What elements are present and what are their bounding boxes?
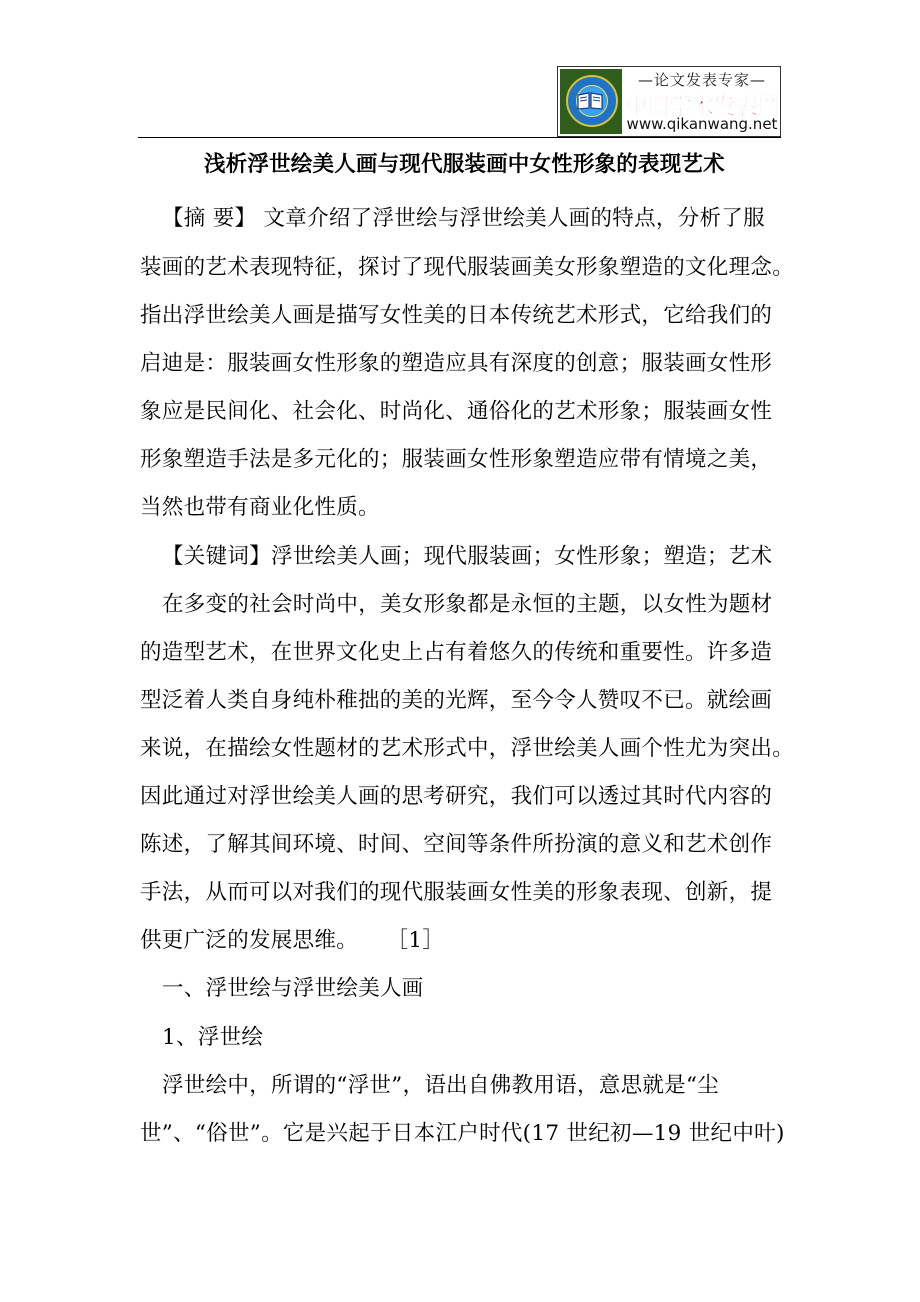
body-line: 浮世绘中，所谓的“浮世”，语出自佛教用语，意思就是“尘 [162, 1073, 720, 1098]
book-icon [577, 92, 603, 110]
body-line: 因此通过对浮世绘美人画的思考研究，我们可以透过其时代内容的 [140, 784, 773, 809]
site-logo [557, 66, 781, 137]
abstract-line: 装画的艺术表现特征，探讨了现代服装画美女形象塑造的文化理念。 [140, 255, 795, 280]
body-line: 世”、“俗世”。它是兴起于日本江户时代(17 世纪初—19 世纪中叶) [140, 1121, 785, 1146]
abstract-line: 象应是民间化、社会化、时尚化、通俗化的艺术形象；服装画女性 [140, 399, 773, 424]
body-line: 型泛着人类自身纯朴稚拙的美的光辉，至今令人赞叹不已。就绘画 [140, 688, 773, 713]
logo-url: www.qikanwang.net [626, 115, 778, 133]
abstract-line: 形象塑造手法是多元化的；服装画女性形象塑造应带有情境之美， [140, 447, 773, 472]
header-divider [138, 137, 781, 138]
logo-slogan: —论文发表专家— [637, 71, 766, 89]
body-line: 陈述，了解其间环境、时间、空间等条件所扮演的意义和艺术创作 [140, 832, 773, 857]
body-line: 来说，在描绘女性题材的艺术形式中，浮世绘美人画个性尤为突出。 [140, 736, 795, 761]
abstract-line: 启迪是：服装画女性形象的塑造应具有深度的创意；服装画女性形 [140, 351, 773, 376]
section-heading: 一、浮世绘与浮世绘美人画 [162, 976, 424, 1001]
abstract-line: 当然也带有商业化性质。 [140, 495, 380, 520]
seal-emblem [560, 69, 622, 134]
abstract-line: 【摘 要】 文章介绍了浮世绘与浮世绘美人画的特点，分析了服 [162, 206, 765, 231]
abstract-line: 指出浮世绘美人画是描写女性美的日本传统艺术形式，它给我们的 [140, 303, 773, 328]
body-line: 手法，从而可以对我们的现代服装画女性美的形象表现、创新，提 [140, 880, 773, 905]
subsection-heading: 1、浮世绘 [162, 1025, 264, 1050]
keywords: 【关键词】浮世绘美人画；现代服装画；女性形象；塑造；艺术 [162, 544, 773, 569]
body-line: 的造型艺术，在世界文化史上占有着悠久的传统和重要性。许多造 [140, 640, 773, 665]
body-line: 供更广泛的发展思维。 ［1］ [140, 928, 445, 953]
logo-name: 中国学术发表网 [625, 94, 779, 120]
article-title: 浅析浮世绘美人画与现代服装画中女性形象的表现艺术 [204, 152, 725, 177]
body-line: 在多变的社会时尚中，美女形象都是永恒的主题，以女性为题材 [162, 592, 773, 617]
